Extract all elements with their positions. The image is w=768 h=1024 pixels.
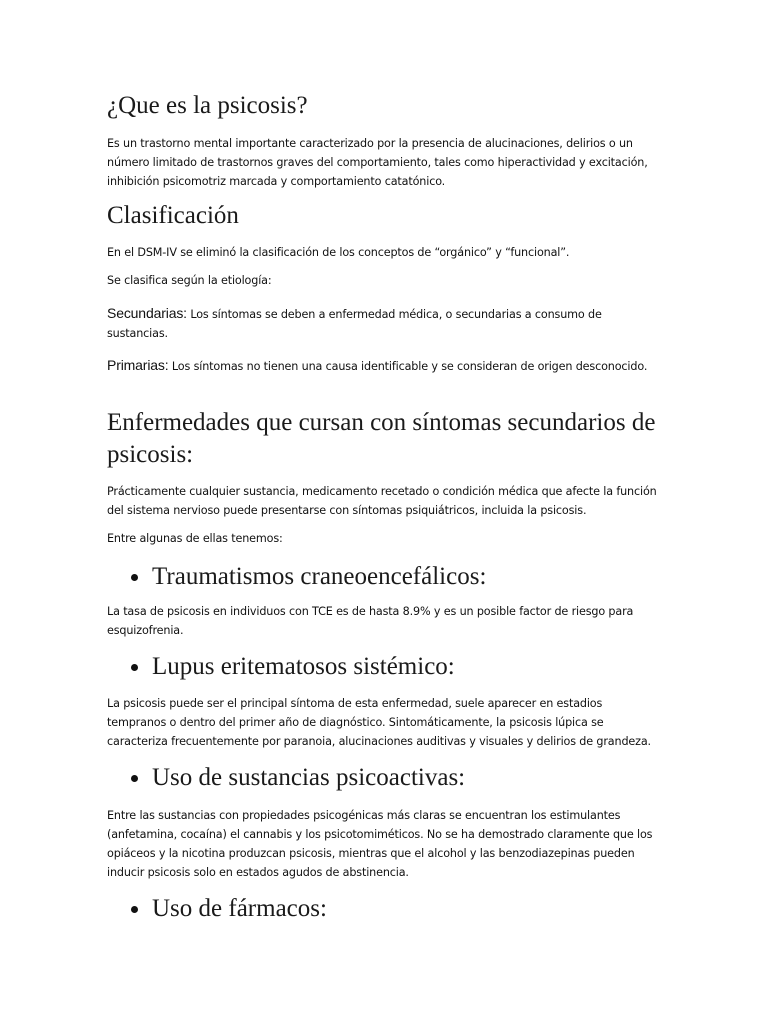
enfermedades-paragraph-1: Prácticamente cualquier sustancia, medicamento recetado o condición médica que afecte la función del sistema nervioso puede presentarse con síntomas psiquiátricos, incluida la psicosis. [107, 485, 657, 517]
bullet-icon [131, 574, 138, 581]
bullet-icon [131, 664, 138, 671]
list-item-text: La psicosis puede ser el principal síntoma de esta enfermedad, suele aparecer en estadios tempranos o dentro del primer año de diagnóstico. Sintomáticamente, la psicosis lúpica se caracteriza frecuentemente por paranoia, alucinaciones auditivas y visuales y delirios de grandeza. [107, 697, 651, 748]
list-item-title: Uso de fármacos: [152, 895, 327, 922]
list-item-traumatismos [107, 561, 486, 593]
primarias-text: Los síntomas no tienen una causa identificable y se consideran de origen desconocido. [168, 360, 648, 373]
primarias-paragraph [107, 356, 662, 376]
bullet-icon [131, 906, 138, 913]
list-item-text: La tasa de psicosis en individuos con TCE es de hasta 8.9% y es un posible factor de riesgo para esquizofrenia. [107, 605, 634, 637]
clasificacion-paragraph-2: Se clasifica según la etiología: [107, 274, 272, 287]
list-item-title: Traumatismos craneoencefálicos: [152, 563, 487, 590]
list-item-sustancias [107, 762, 465, 794]
intro-paragraph: Es un trastorno mental importante caracterizado por la presencia de alucinaciones, delirios o un número limitado de trastornos graves del comportamiento, tales como hiperactividad y excitación, inhibición psicomotriz marcada y comportamiento catatónico. [107, 137, 648, 188]
list-item-lupus [107, 651, 455, 683]
primarias-label: Primarias: [107, 357, 169, 373]
section-heading-enfermedades: Enfermedades que cursan con síntomas secundarios de psicosis: [107, 409, 656, 468]
section-heading-clasificacion: Clasificación [107, 202, 239, 229]
secundarias-text: Los síntomas se deben a enfermedad médica, o secundarias a consumo de sustancias. [107, 308, 602, 340]
list-item-title: Uso de sustancias psicoactivas: [152, 764, 466, 791]
clasificacion-paragraph-1: En el DSM-IV se eliminó la clasificación de los conceptos de “orgánico” y “funcional”. [107, 246, 570, 259]
page-title: ¿Que es la psicosis? [107, 92, 308, 119]
enfermedades-paragraph-2: Entre algunas de ellas tenemos: [107, 532, 283, 545]
secundarias-paragraph [107, 304, 662, 343]
list-item-farmacos [107, 893, 327, 925]
list-item-text: Entre las sustancias con propiedades psicogénicas más claras se encuentran los estimulantes (anfetamina, cocaína) el cannabis y los psicotomiméticos. No se ha demostrado claramente que los opiáceos y la nicotina produzcan psicosis, mientras que el alcohol y las benzodiazepinas pueden inducir psicosis solo en estados agudos de abstinencia. [107, 809, 653, 879]
list-item-title: Lupus eritematosos sistémico: [152, 653, 455, 680]
secundarias-label: Secundarias: [107, 305, 187, 321]
bullet-icon [131, 775, 138, 782]
